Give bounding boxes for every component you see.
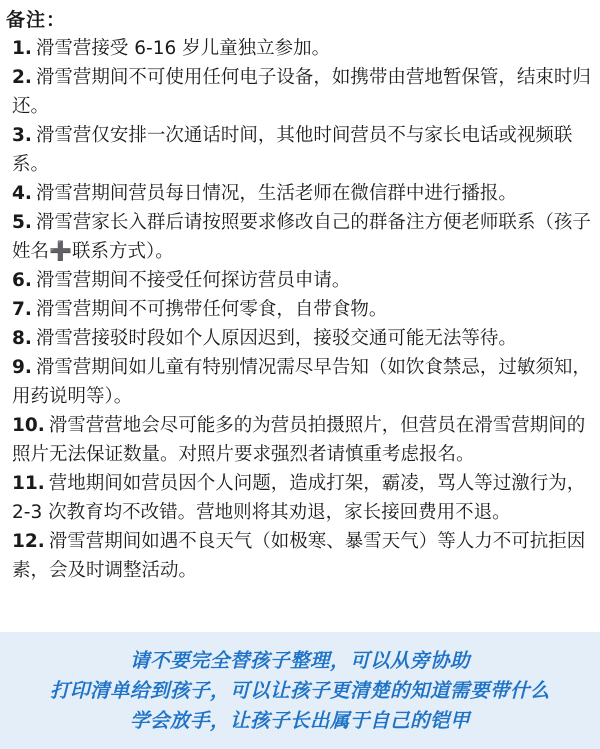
note-text: 滑雪营期间不可使用任何电子设备，如携带由营地暂保管，结束时归还。 (12, 67, 591, 117)
notes-title: 备注： (6, 9, 67, 31)
note-text: 滑雪营期间营员每日情况，生活老师在微信群中进行播报。 (35, 183, 517, 204)
note-text: 营地期间如营员因个人问题，造成打架，霸凌，骂人等过激行为，2-3 次教育均不改错。营地则将其劝退，家长接回费用不退。 (12, 473, 586, 523)
note-item (6, 411, 596, 469)
note-item (6, 266, 596, 295)
note-item (6, 34, 596, 63)
tip-line: 请不要完全替孩子整理，可以从旁协助 (129, 649, 470, 672)
note-text: 滑雪营期间不可携带任何零食，自带食物。 (35, 299, 388, 320)
note-item (6, 469, 596, 527)
note-number: 12. (12, 531, 45, 552)
note-number: 8. (12, 328, 32, 349)
tips-banner (0, 632, 600, 749)
note-number: 11. (12, 473, 45, 494)
note-item (6, 208, 596, 266)
note-number: 4. (12, 183, 32, 204)
note-number: 3. (12, 125, 32, 146)
note-text: 滑雪营家长入群后请按照要求修改自己的群备注方便老师联系（孩子姓名➕联系方式）。 (12, 212, 591, 262)
note-item (6, 295, 596, 324)
note-number: 9. (12, 357, 32, 378)
note-number: 1. (12, 38, 32, 59)
note-text: 滑雪营营地会尽可能多的为营员拍摄照片，但营员在滑雪营期间的照片无法保证数量。对照片要求强烈者请慎重考虑报名。 (12, 415, 586, 465)
note-text: 滑雪营期间如儿童有特别情况需尽早告知（如饮食禁忌，过敏须知，用药说明等）。 (12, 357, 591, 407)
note-text: 滑雪营期间如遇不良天气（如极寒、暴雪天气）等人力不可抗拒因素，会及时调整活动。 (12, 531, 586, 581)
note-item (6, 179, 596, 208)
notes-list (6, 34, 596, 585)
note-text: 滑雪营期间不接受任何探访营员申请。 (35, 270, 351, 291)
note-number: 10. (12, 415, 45, 436)
notes-section (6, 6, 596, 585)
note-item (6, 63, 596, 121)
note-item (6, 121, 596, 179)
note-text: 滑雪营接受 6-16 岁儿童独立参加。 (35, 38, 331, 59)
note-number: 6. (12, 270, 32, 291)
note-number: 2. (12, 67, 32, 88)
note-number: 7. (12, 299, 32, 320)
note-text: 滑雪营接驳时段如个人原因迟到，接驳交通可能无法等待。 (35, 328, 517, 349)
note-number: 5. (12, 212, 32, 233)
tip-line: 打印清单给到孩子，可以让孩子更清楚的知道需要带什么 (49, 679, 550, 702)
note-item (6, 527, 596, 585)
note-item (6, 353, 596, 411)
note-text: 滑雪营仅安排一次通话时间，其他时间营员不与家长电话或视频联系。 (12, 125, 573, 175)
note-item (6, 324, 596, 353)
tip-line: 学会放手，让孩子长出属于自己的铠甲 (129, 709, 470, 732)
